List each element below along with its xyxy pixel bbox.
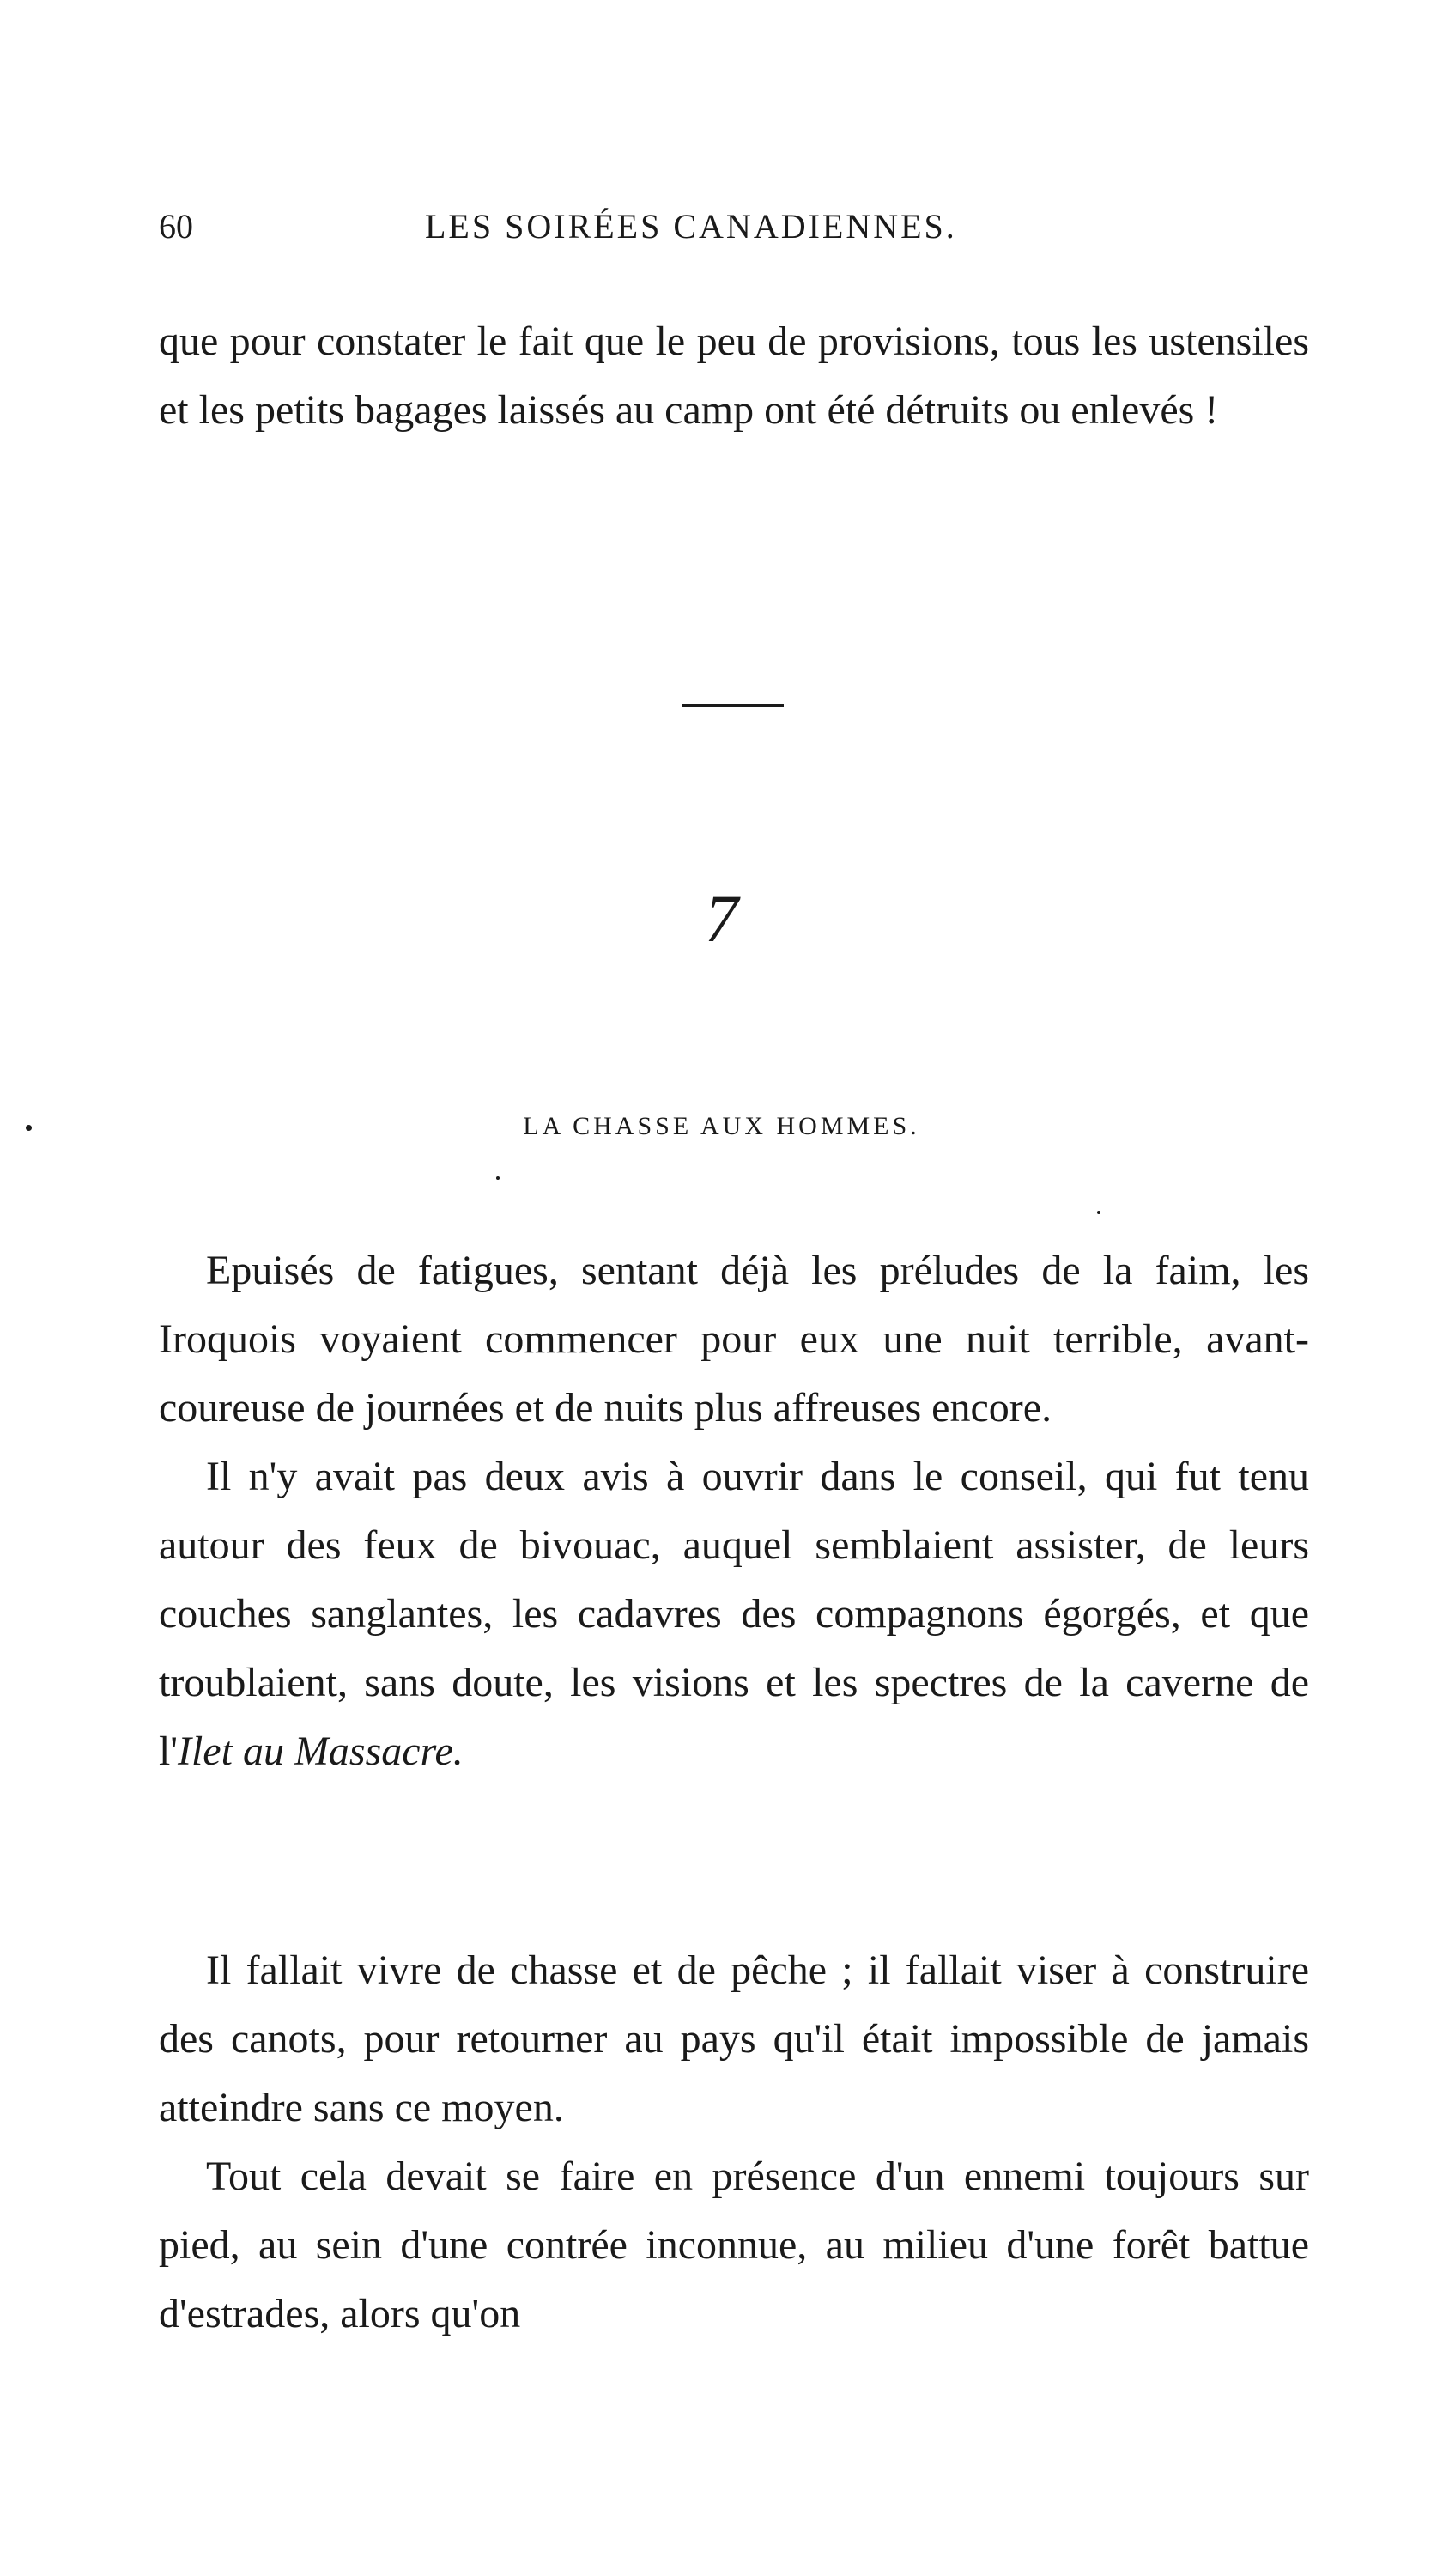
paragraph-3: Il fallait vivre de chasse et de pêche ; il fallait viser à construire des canots, pour retourner au pays qu'il était impossible de jamais atteindre sans ce moyen.	[159, 1947, 1309, 2130]
section-divider	[682, 704, 784, 707]
ink-speck	[1097, 1211, 1100, 1214]
paragraph-2-text: Il n'y avait pas deux avis à ouvrir dans le conseil, qui fut tenu autour des feux de bivouac, auquel semblaient assister, de leurs couches sanglantes, les cadavres des compagnons égorgés, et que troublaient, sans doute, les visions et les spectres de la caverne de l'	[159, 1454, 1309, 1774]
chapter-number: 7	[705, 881, 738, 956]
paragraph-4: Tout cela devait se faire en présence d'un ennemi toujours sur pied, au sein d'une contrée inconnue, au milieu d'une forêt battue d'estrades, alors qu'on	[159, 2154, 1309, 2336]
ink-speck	[26, 1125, 32, 1131]
ink-speck	[496, 1176, 500, 1180]
continuation-text: que pour constater le fait que le peu de provisions, tous les ustensiles et les petits bagages laissés au camp ont été détruits ou enlevés !	[159, 319, 1309, 433]
paragraph-2	[159, 1443, 1309, 1786]
page-header	[159, 206, 1326, 258]
paragraph-2-italic-place-name: Ilet au Massacre.	[177, 1728, 464, 1774]
running-title: LES SOIRÉES CANADIENNES.	[425, 207, 957, 246]
chapter-title: LA CHASSE AUX HOMMES.	[523, 1112, 920, 1140]
chapter-body-continued	[159, 1936, 1309, 2348]
paragraph-1: Epuisés de fatigues, sentant déjà les préludes de la faim, les Iroquois voyaient commencer pour eux une nuit terrible, avant-coureuse de journées et de nuits plus affreuses encore.	[159, 1248, 1309, 1431]
chapter-body	[159, 1236, 1309, 1786]
continuation-paragraph	[159, 307, 1309, 445]
page-number: 60	[159, 207, 193, 246]
